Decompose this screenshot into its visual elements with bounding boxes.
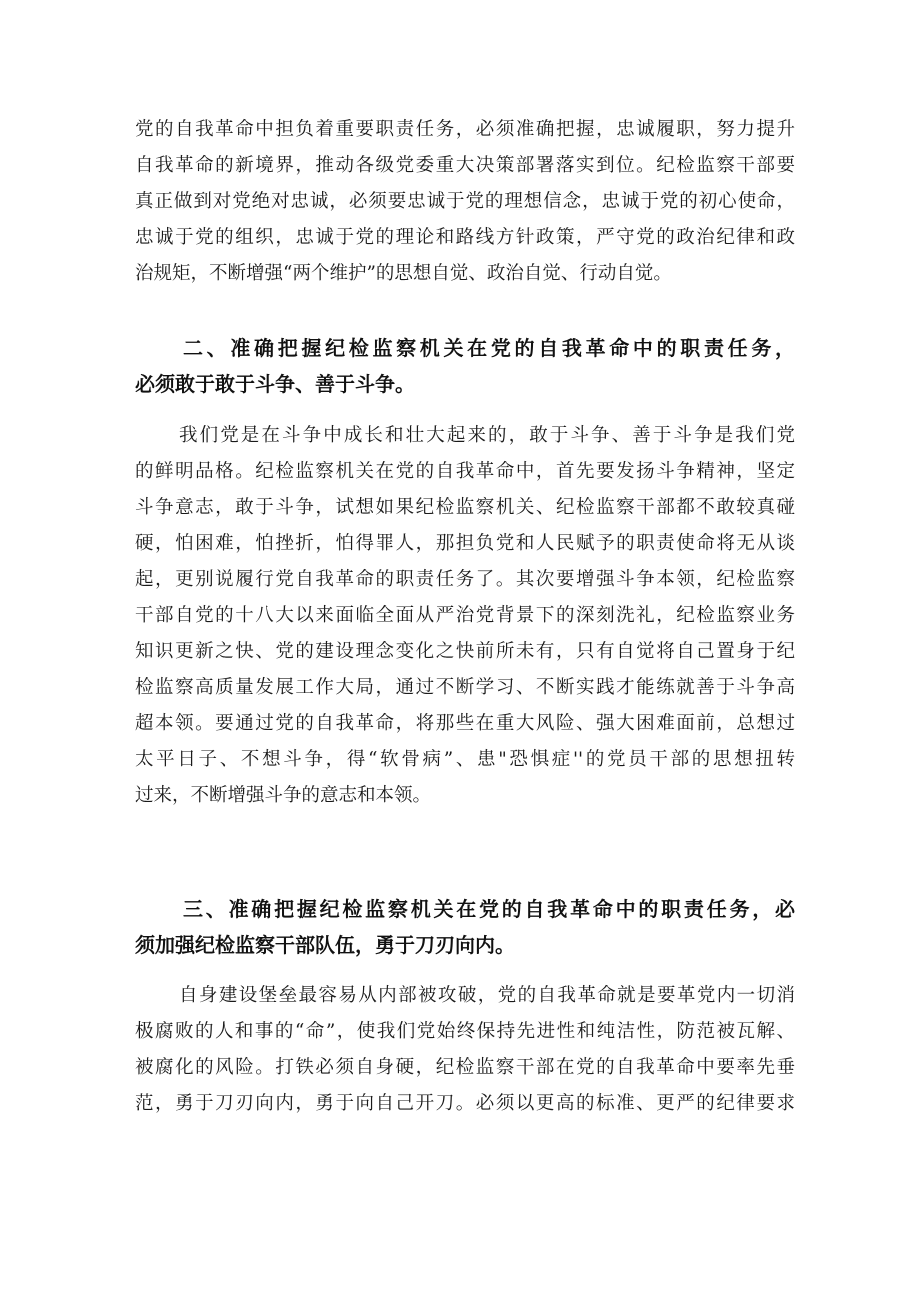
- paragraph-line: 太平日子、不想斗争，得“软骨病”、患"恐惧症''的党员干部的思想扭转: [135, 749, 795, 770]
- paragraph-line: 自身建设堡垒最容易从内部被攻破，党的自我革命就是要革党内一切消: [179, 985, 795, 1006]
- paragraph-line: 过来，不断增强斗争的意志和本领。: [135, 785, 432, 806]
- paragraph-line: 干部自党的十八大以来面临全面从严治党背景下的深刻洗礼，纪检监察业务: [135, 605, 795, 626]
- paragraph-line: 自我革命的新境界，推动各级党委重大决策部署落实到位。纪检监察干部要: [135, 155, 795, 176]
- heading-line: 三、准确把握纪检监察机关在党的自我革命中的职责任务，必: [183, 897, 795, 921]
- paragraph-line: 极腐败的人和事的“命”，使我们党始终保持先进性和纯洁性，防范被瓦解、: [135, 1021, 795, 1042]
- heading-line: 二、准确把握纪检监察机关在党的自我革命中的职责任务，: [183, 336, 795, 360]
- paragraph-line: 超本领。要通过党的自我革命，将那些在重大风险、强大困难面前，总想过: [135, 713, 795, 734]
- paragraph-line: 我们党是在斗争中成长和壮大起来的，敢于斗争、善于斗争是我们党: [179, 425, 795, 446]
- paragraph-line: 忠诚于党的组织，忠诚于党的理论和路线方针政策，严守党的政治纪律和政: [135, 227, 795, 248]
- paragraph-line: 斗争意志，敢于斗争，试想如果纪检监察机关、纪检监察干部都不敢较真碰: [135, 497, 795, 518]
- paragraph-line: 的鲜明品格。纪检监察机关在党的自我革命中，首先要发扬斗争精神，坚定: [135, 461, 795, 482]
- section-heading-2: [135, 330, 795, 402]
- paragraph-line: 被腐化的风险。打铁必须自身硬，纪检监察干部在党的自我革命中要率先垂: [135, 1057, 795, 1078]
- paragraph-line: 治规矩，不断增强“两个维护”的思想自觉、政治自觉、行动自觉。: [135, 263, 672, 284]
- section-heading-3: [135, 891, 795, 963]
- paragraph-line: 知识更新之快、党的建设理念变化之快前所未有，只有自觉将自己置身于纪: [135, 641, 795, 662]
- paragraph-line: 真正做到对党绝对忠诚，必须要忠诚于党的理想信念，忠诚于党的初心使命，: [135, 191, 795, 212]
- heading-line: 必须敢于敢于斗争、善于斗争。: [135, 372, 415, 396]
- paragraph-line: 检监察高质量发展工作大局，通过不断学习、不断实践才能练就善于斗争高: [135, 677, 795, 698]
- paragraph-line: 党的自我革命中担负着重要职责任务，必须准确把握，忠诚履职，努力提升: [135, 119, 795, 140]
- paragraph-3: [135, 978, 795, 1122]
- heading-line: 须加强纪检监察干部队伍，勇于刀刃向内。: [135, 933, 515, 957]
- paragraph-2: [135, 418, 795, 814]
- paragraph-line: 范，勇于刀刃向内，勇于向自己开刀。必须以更高的标准、更严的纪律要求: [135, 1093, 795, 1114]
- paragraph-line: 硬，怕困难，怕挫折，怕得罪人，那担负党和人民赋予的职责使命将无从谈: [135, 533, 795, 554]
- paragraph-line: 起，更别说履行党自我革命的职责任务了。其次要增强斗争本领，纪检监察: [135, 569, 795, 590]
- paragraph-1: [135, 112, 795, 292]
